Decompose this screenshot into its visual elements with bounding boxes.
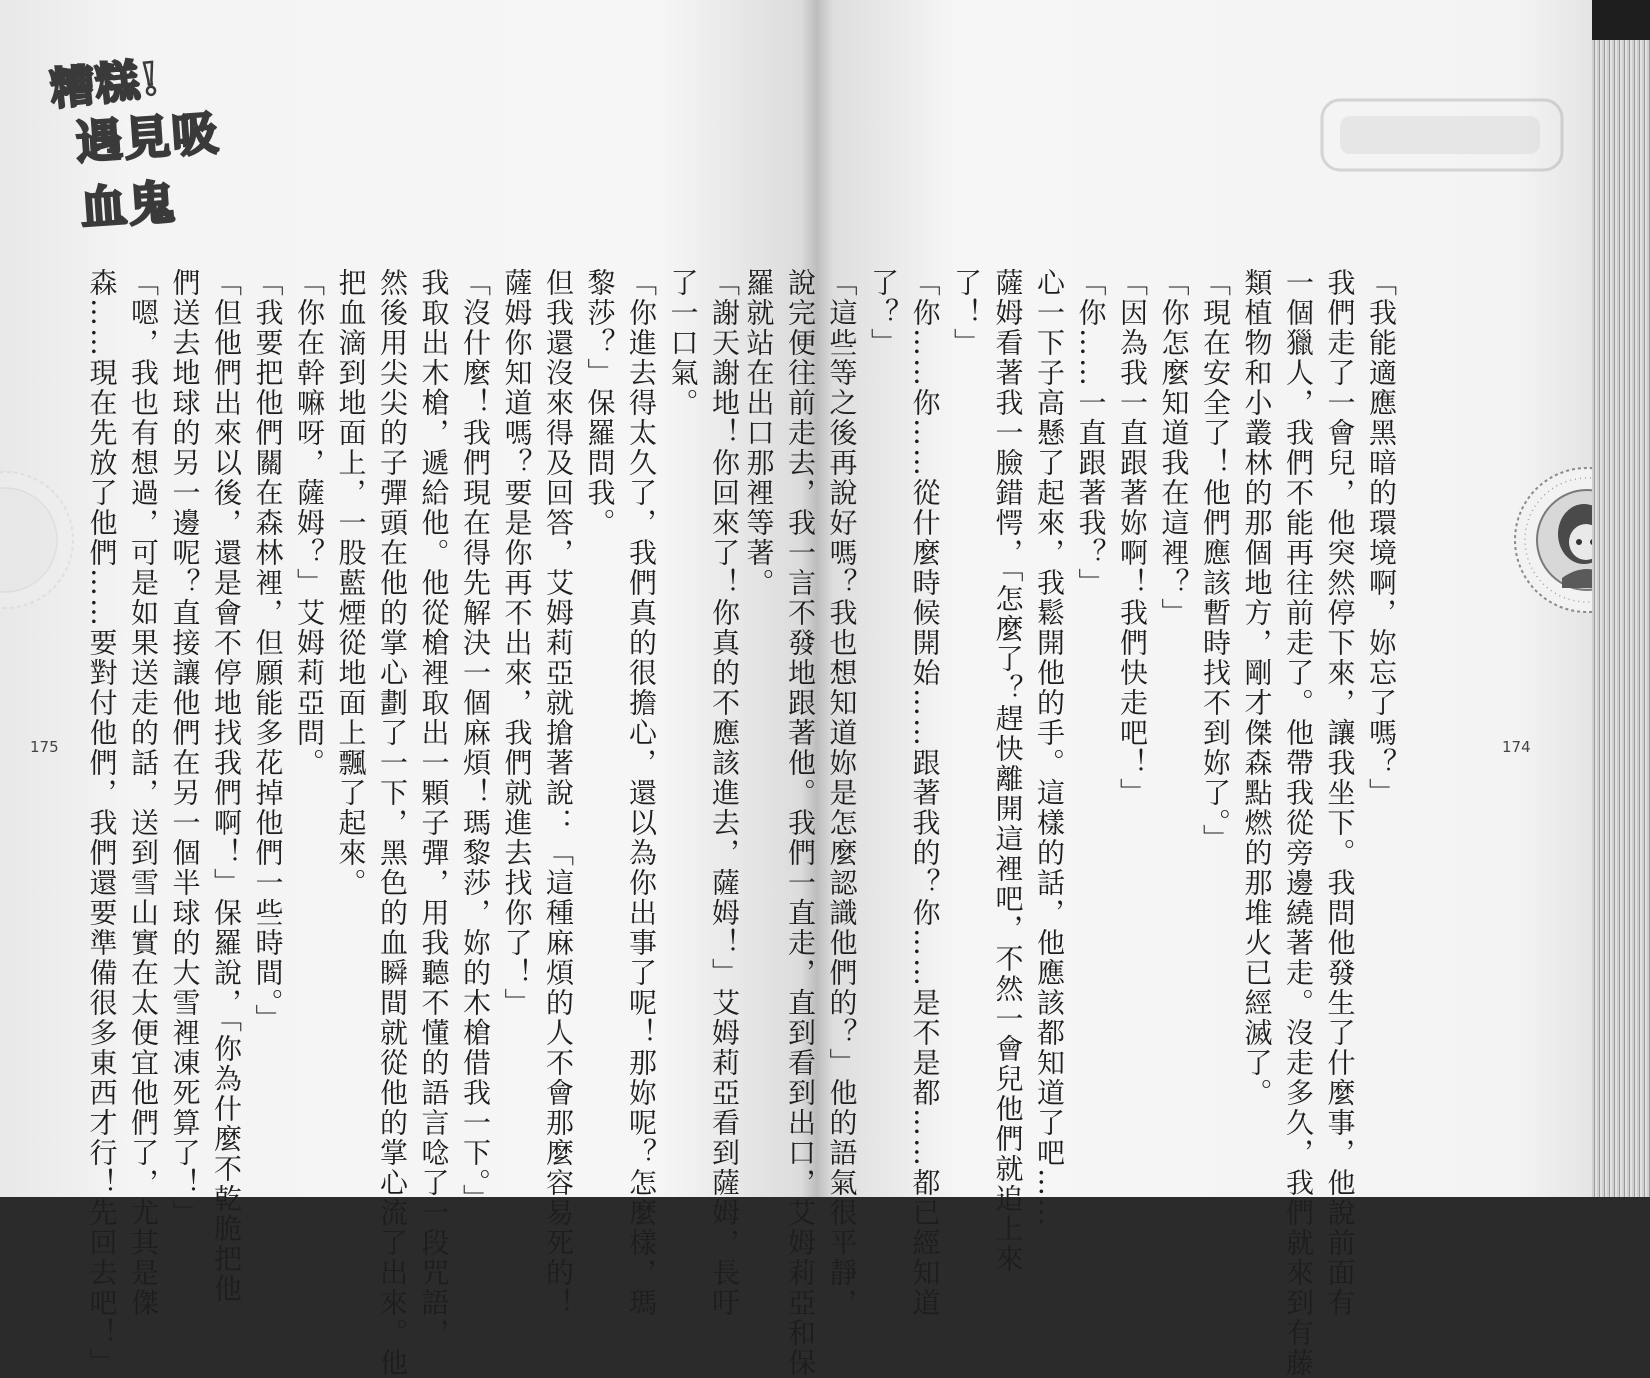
left-page	[0, 0, 800, 1378]
text-column: 「嗯，我也有想過，可是如果送走的話，送到雪山實在太便宜他們了，尤其是傑	[127, 268, 160, 1318]
page-number-left: 175	[30, 738, 59, 756]
text-column: 「你在幹嘛呀，薩姆？」艾姆莉亞問。	[293, 268, 326, 778]
text-column: 「這些等之後再說好嗎？我也想知道妳是怎麼認識他們的？」他的語氣很平靜，	[825, 268, 859, 1318]
text-column: 「謝天謝地！你回來了！你真的不應該進去，薩姆！」艾姆莉亞看到薩姆，長吁	[708, 268, 741, 1318]
text-column: 「但他們出來以後，還是會不停地找我們啊！」保羅說，「你為什麼不乾脆把他	[210, 268, 243, 1304]
text-column: 「因為我一直跟著妳啊！我們快走吧！」	[1116, 268, 1149, 808]
text-column: 了一口氣。	[666, 268, 700, 418]
text-column: 森……現在先放了他們……要對付他們，我們還要準備很多東西才行！先回去吧！」	[85, 268, 119, 1378]
text-column: 「你……你……從什麼時候開始……跟著我的？你……是不是都……都已經知道	[908, 268, 942, 1318]
text-column: 「沒什麼！我們現在得先解決一個麻煩！瑪黎莎，妳的木槍借我一下。」	[459, 268, 492, 1214]
text-column: 然後用尖尖的子彈頭在他的掌心劃了一下，黑色的血瞬間就從他的掌心流了出來。他	[376, 268, 409, 1378]
logo-line-1: 糟糕!	[48, 53, 164, 116]
text-column: 了？」	[867, 268, 900, 358]
text-column: 薩姆你知道嗎？要是你再不出來，我們就進去找你了！」	[500, 268, 534, 1018]
book-title-logo	[48, 40, 268, 236]
left-page-text	[81, 268, 745, 1378]
text-column: 說完便往前走去，我一言不發地跟著他。我們一直走，直到看到出口，艾姆莉亞和保	[784, 268, 817, 1378]
scan-shadow	[1592, 0, 1650, 40]
bleed-through-logo	[1312, 80, 1572, 190]
text-column: 了！」	[950, 268, 983, 358]
text-column: 把血滴到地面上，一股藍煙從地面上飄了起來。	[334, 268, 368, 898]
text-column: 我們走了一會兒，他突然停下來，讓我坐下。我問他發生了什麼事，他說前面有	[1323, 268, 1357, 1318]
text-column: 們送去地球的另一邊呢？直接讓他們在另一個半球的大雪裡凍死算了！」	[168, 268, 202, 1228]
text-column: 「我能適應黑暗的環境啊，妳忘了嗎？」	[1365, 268, 1398, 808]
text-column: 「現在安全了！他們應該暫時找不到妳了。」	[1199, 268, 1232, 854]
right-page-text	[738, 268, 1402, 1378]
text-column: 「我要把他們關在森林裡，但願能多花掉他們一些時間。」	[251, 268, 285, 1034]
lace-medallion-faded	[0, 450, 80, 630]
logo-line-2: 遇見吸血鬼	[74, 105, 222, 236]
page-number-right: 174	[1502, 738, 1531, 756]
text-column: 我取出木槍，遞給他。他從槍裡取出一顆子彈，用我聽不懂的語言唸了一段咒語，	[417, 268, 451, 1348]
right-page	[742, 0, 1592, 1378]
text-column: 「你……一直跟著我？」	[1074, 268, 1108, 598]
text-column: 一個獵人，我們不能再往前走了。他帶我從旁邊繞著走。沒走多久，我們就來到有藤	[1282, 268, 1315, 1378]
text-column: 薩姆看著我一臉錯愕，「怎麼了？趕快離開這裡吧，不然一會兒他們就追上來	[991, 268, 1025, 1274]
page-stack-edge	[1592, 0, 1650, 1197]
text-column: 心一下子高懸了起來，我鬆開他的手。這樣的話，他應該都知道了吧……	[1033, 268, 1066, 1228]
text-column: 類植物和小叢林的那個地方，剛才傑森點燃的那堆火已經滅了。	[1240, 268, 1274, 1108]
text-column: 但我還沒來得及回答，艾姆莉亞就搶著說：「這種麻煩的人不會那麼容易死的！	[542, 268, 575, 1318]
text-column: 「你進去得太久了，我們真的很擔心，還以為你出事了呢！那妳呢？怎麼樣，瑪	[625, 268, 658, 1318]
text-column: 黎莎？」保羅問我。	[583, 268, 617, 538]
text-column: 羅就站在出口那裡等著。	[742, 268, 776, 598]
text-column: 「你怎麼知道我在這裡？」	[1157, 268, 1191, 628]
